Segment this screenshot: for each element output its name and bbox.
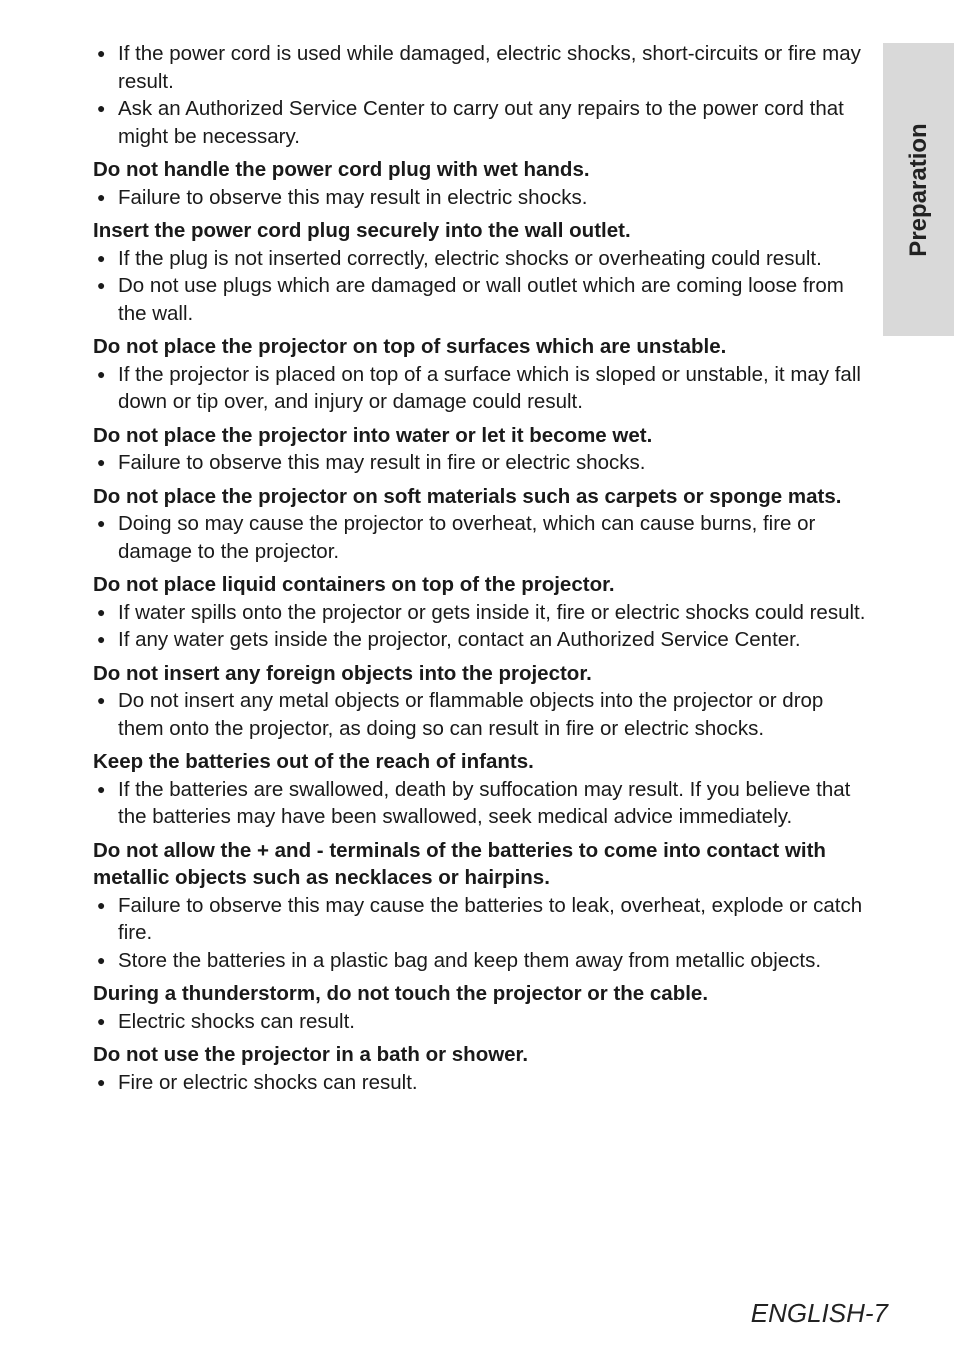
bullet-list: [93, 449, 873, 477]
bullet-item: ● If the power cord is used while damaged, electric shocks, short-circuits or fire may result.: [93, 40, 873, 95]
bullet-list: [93, 40, 873, 150]
safety-section: [93, 483, 873, 566]
section-side-tab: [883, 43, 954, 336]
safety-section: [93, 217, 873, 327]
bullet-item: ● Electric shocks can result.: [93, 1008, 873, 1036]
section-heading: Do not allow the + and - terminals of the batteries to come into contact with metallic objects such as necklaces or hairpins.: [93, 838, 826, 889]
bullet-list: [93, 1069, 873, 1097]
bullet-item: ● Store the batteries in a plastic bag and keep them away from metallic objects.: [93, 947, 873, 975]
bullet-list: [93, 687, 873, 742]
bullet-list: [93, 361, 873, 416]
section-heading: During a thunderstorm, do not touch the projector or the cable.: [93, 982, 709, 1005]
bullet-item: ● Failure to observe this may result in electric shocks.: [93, 184, 873, 212]
bullet-item: ● Failure to observe this may cause the batteries to leak, overheat, explode or catch fire.: [93, 892, 873, 947]
section-heading: Insert the power cord plug securely into the wall outlet.: [93, 219, 631, 242]
bullet-item: ● Failure to observe this may result in fire or electric shocks.: [93, 449, 873, 477]
bullet-item: ● If the batteries are swallowed, death by suffocation may result. If you believe that the batteries may have been swallowed, seek medical advice immediately.: [93, 776, 873, 831]
safety-section: [93, 422, 873, 477]
safety-section: [93, 660, 873, 743]
safety-section: [93, 156, 873, 211]
section-heading: Do not handle the power cord plug with wet hands.: [93, 158, 590, 181]
bullet-item: ● Ask an Authorized Service Center to carry out any repairs to the power cord that might be necessary.: [93, 95, 873, 150]
safety-section: [93, 571, 873, 654]
section-heading: Do not use the projector in a bath or shower.: [93, 1043, 529, 1066]
bullet-item: ● Fire or electric shocks can result.: [93, 1069, 873, 1097]
bullet-list: [93, 599, 873, 654]
safety-section: [93, 980, 873, 1035]
bullet-list: [93, 184, 873, 212]
safety-section: [93, 837, 873, 975]
bullet-item: ● If any water gets inside the projector, contact an Authorized Service Center.: [93, 626, 873, 654]
safety-section: [93, 40, 873, 150]
bullet-list: [93, 510, 873, 565]
bullet-item: ● Do not use plugs which are damaged or wall outlet which are coming loose from the wall.: [93, 272, 873, 327]
bullet-item: ● If water spills onto the projector or gets inside it, fire or electric shocks could result.: [93, 599, 873, 627]
section-heading: Do not place liquid containers on top of the projector.: [93, 573, 615, 596]
safety-section: [93, 333, 873, 416]
section-heading: Do not insert any foreign objects into the projector.: [93, 661, 592, 685]
bullet-item: ● Do not insert any metal objects or flammable objects into the projector or drop them onto the projector, as doing so can result in fire or electric shocks.: [93, 687, 873, 742]
bullet-list: [93, 245, 873, 328]
section-heading: Do not place the projector on top of surfaces which are unstable.: [93, 335, 727, 358]
safety-section: [93, 1041, 873, 1096]
bullet-item: ● If the projector is placed on top of a surface which is sloped or unstable, it may fall down or tip over, and injury or damage could result.: [93, 361, 873, 416]
bullet-list: [93, 892, 873, 975]
section-heading: Do not place the projector on soft materials such as carpets or sponge mats.: [93, 484, 842, 508]
bullet-item: ● Doing so may cause the projector to overheat, which can cause burns, fire or damage to the projector.: [93, 510, 873, 565]
bullet-item: ● If the plug is not inserted correctly, electric shocks or overheating could result.: [93, 245, 873, 273]
bullet-list: [93, 776, 873, 831]
page-number: ENGLISH-7: [750, 1298, 888, 1328]
section-heading: Do not place the projector into water or let it become wet.: [93, 423, 653, 447]
section-heading: Keep the batteries out of the reach of infants.: [93, 750, 534, 773]
bullet-list: [93, 1008, 873, 1036]
safety-section: [93, 748, 873, 831]
safety-content: [93, 40, 873, 1096]
section-side-tab-label: Preparation: [904, 122, 932, 257]
